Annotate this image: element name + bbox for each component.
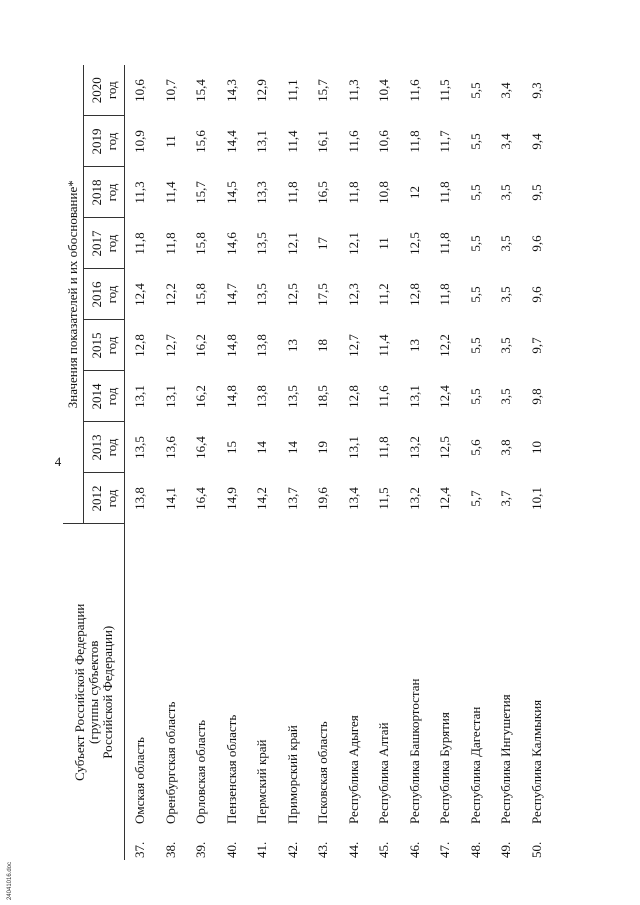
value-cell-2020: 5,5 (467, 82, 483, 99)
value-cell-2012: 13,8 (132, 487, 148, 510)
value-cell-2019: 11,8 (406, 130, 422, 153)
value-cell-2015: 16,2 (193, 334, 209, 357)
value-cell-2020: 12,9 (254, 79, 270, 102)
value-cell-2020: 10,6 (132, 79, 148, 102)
value-cell-2012: 19,6 (315, 487, 331, 510)
year-suffix: год (104, 81, 119, 100)
table-body (125, 65, 553, 860)
year-suffix: год (104, 489, 119, 508)
subject-name: Приморский край (284, 725, 300, 824)
value-cell-2015: 5,5 (467, 337, 483, 354)
value-cell-2014: 12,8 (345, 385, 361, 408)
row-number: 50. (528, 841, 544, 858)
value-cell-2016: 12,8 (406, 283, 422, 306)
subject-header-line-1: Субъект Российской Федерации (71, 603, 87, 781)
year-label: 2014 (89, 383, 104, 410)
value-cell-2012: 14,1 (162, 487, 178, 510)
year-header-2020 (84, 65, 125, 116)
subject-name: Республика Алтай (376, 722, 392, 824)
value-cell-2017: 12,5 (406, 232, 422, 255)
row-number: 37. (132, 841, 148, 858)
value-cell-2013: 11,8 (376, 436, 392, 459)
row-number: 39. (193, 841, 209, 858)
value-cell-2012: 12,4 (437, 487, 453, 510)
value-cell-2019: 10,9 (132, 130, 148, 153)
value-cell-2014: 9,8 (528, 388, 544, 405)
row-number: 41. (254, 841, 270, 858)
year-label: 2015 (89, 332, 104, 359)
table-row (247, 65, 278, 860)
value-cell-2015: 12,7 (162, 334, 178, 357)
year-label: 2012 (89, 485, 104, 512)
value-cell-2015: 12,8 (132, 334, 148, 357)
value-cell-2014: 16,2 (193, 385, 209, 408)
subject-name: Республика Адыгея (345, 715, 361, 824)
value-cell-2020: 15,7 (315, 79, 331, 102)
value-cell-2013: 13,1 (345, 436, 361, 459)
table-row (125, 65, 156, 860)
row-number: 46. (406, 841, 422, 858)
year-header-2013 (84, 422, 125, 473)
value-cell-2020: 10,4 (376, 79, 392, 102)
value-cell-2012: 14,2 (254, 487, 270, 510)
value-cell-2016: 17,5 (315, 283, 331, 306)
year-header-2018 (84, 167, 125, 218)
row-number: 45. (376, 841, 392, 858)
year-header-2014 (84, 371, 125, 422)
value-cell-2017: 5,5 (467, 235, 483, 252)
value-cell-2013: 5,6 (467, 439, 483, 456)
table-row (522, 65, 553, 860)
value-cell-2016: 11,2 (376, 283, 392, 306)
value-cell-2018: 9,5 (528, 184, 544, 201)
value-cell-2013: 16,4 (193, 436, 209, 459)
value-cell-2015: 9,7 (528, 337, 544, 354)
value-cell-2015: 13 (406, 339, 422, 352)
value-cell-2020: 11,5 (437, 79, 453, 102)
value-cell-2012: 3,7 (498, 490, 514, 507)
value-cell-2018: 11,8 (284, 181, 300, 204)
value-cell-2018: 3,5 (498, 184, 514, 201)
value-cell-2016: 14,7 (223, 283, 239, 306)
value-cell-2017: 14,6 (223, 232, 239, 255)
value-cell-2020: 11,1 (284, 79, 300, 102)
value-cell-2019: 11 (162, 135, 178, 148)
value-cell-2016: 5,5 (467, 286, 483, 303)
value-cell-2017: 12,1 (345, 232, 361, 255)
value-cell-2013: 13,5 (132, 436, 148, 459)
year-suffix: год (104, 285, 119, 304)
value-cell-2016: 13,5 (254, 283, 270, 306)
value-cell-2013: 15 (223, 441, 239, 454)
value-cell-2016: 12,3 (345, 283, 361, 306)
value-cell-2019: 3,4 (498, 133, 514, 150)
document-footer (2, 861, 18, 901)
value-cell-2014: 13,1 (132, 385, 148, 408)
value-cell-2019: 13,1 (254, 130, 270, 153)
row-number: 38. (162, 841, 178, 858)
subject-column-header (63, 524, 125, 860)
value-cell-2014: 13,8 (254, 385, 270, 408)
value-cell-2018: 13,3 (254, 181, 270, 204)
value-cell-2019: 14,4 (223, 130, 239, 153)
value-cell-2013: 14 (254, 441, 270, 454)
value-cell-2013: 3,8 (498, 439, 514, 456)
value-cell-2018: 15,7 (193, 181, 209, 204)
value-cell-2017: 17 (315, 237, 331, 250)
value-cell-2014: 5,5 (467, 388, 483, 405)
value-cell-2015: 11,4 (376, 334, 392, 357)
row-number: 48. (467, 841, 483, 858)
year-suffix: год (104, 387, 119, 406)
value-cell-2017: 12,1 (284, 232, 300, 255)
value-cell-2018: 16,5 (315, 181, 331, 204)
page-number: 4 (54, 454, 62, 469)
year-header-2016 (84, 269, 125, 320)
value-cell-2012: 13,4 (345, 487, 361, 510)
value-cell-2016: 9,6 (528, 286, 544, 303)
table-row (278, 65, 309, 860)
value-cell-2013: 10 (528, 441, 544, 454)
year-header-2019 (84, 116, 125, 167)
value-cell-2019: 9,4 (528, 133, 544, 150)
value-cell-2017: 13,5 (254, 232, 270, 255)
value-cell-2014: 13,1 (162, 385, 178, 408)
table-row (217, 65, 248, 860)
value-cell-2012: 14,9 (223, 487, 239, 510)
value-cell-2016: 3,5 (498, 286, 514, 303)
year-suffix: год (104, 183, 119, 202)
year-suffix: год (104, 132, 119, 151)
value-cell-2017: 11,8 (437, 232, 453, 255)
value-cell-2015: 14,8 (223, 334, 239, 357)
year-label: 2018 (89, 179, 104, 206)
value-cell-2015: 12,7 (345, 334, 361, 357)
indicator-table (63, 65, 552, 860)
value-cell-2020: 3,4 (498, 82, 514, 99)
value-cell-2016: 12,2 (162, 283, 178, 306)
value-cell-2020: 14,3 (223, 79, 239, 102)
value-cell-2012: 13,7 (284, 487, 300, 510)
year-header-2012 (84, 473, 125, 524)
rotated-table-area (63, 65, 603, 860)
subject-name: Оренбургская область (162, 701, 178, 824)
subject-header-line-3: Российской Федерации) (99, 625, 115, 759)
value-cell-2019: 15,6 (193, 130, 209, 153)
value-cell-2018: 11,4 (162, 181, 178, 204)
value-cell-2014: 13,5 (284, 385, 300, 408)
value-cell-2018: 12 (406, 186, 422, 199)
value-cell-2017: 11,8 (162, 232, 178, 255)
value-cell-2015: 3,5 (498, 337, 514, 354)
value-cell-2019: 16,1 (315, 130, 331, 153)
value-cell-2019: 11,7 (437, 130, 453, 153)
table-row (186, 65, 217, 860)
value-cell-2017: 9,6 (528, 235, 544, 252)
value-cell-2013: 12,5 (437, 436, 453, 459)
value-cell-2012: 5,7 (467, 490, 483, 507)
year-label: 2013 (89, 434, 104, 461)
value-cell-2020: 9,3 (528, 82, 544, 99)
value-cell-2018: 11,8 (437, 181, 453, 204)
indicator-group-header: Значения показателей и их обоснование* (63, 65, 84, 524)
value-cell-2014: 13,1 (406, 385, 422, 408)
value-cell-2015: 13 (284, 339, 300, 352)
subject-name: Республика Бурятия (437, 712, 453, 824)
value-cell-2012: 16,4 (193, 487, 209, 510)
table-header (63, 65, 125, 860)
year-label: 2020 (89, 77, 104, 104)
value-cell-2015: 13,8 (254, 334, 270, 357)
value-cell-2016: 11,8 (437, 283, 453, 306)
value-cell-2013: 19 (315, 441, 331, 454)
value-cell-2016: 15,8 (193, 283, 209, 306)
value-cell-2018: 5,5 (467, 184, 483, 201)
value-cell-2016: 12,5 (284, 283, 300, 306)
value-cell-2019: 11,4 (284, 130, 300, 153)
table-row (339, 65, 370, 860)
subject-name: Пензенская область (223, 714, 239, 824)
value-cell-2018: 10,8 (376, 181, 392, 204)
row-number: 43. (315, 841, 331, 858)
year-label: 2017 (89, 230, 104, 257)
year-label: 2016 (89, 281, 104, 308)
table-row (308, 65, 339, 860)
subject-name: Пермский край (254, 739, 270, 824)
value-cell-2020: 11,6 (406, 79, 422, 102)
value-cell-2012: 10,1 (528, 487, 544, 510)
value-cell-2014: 11,6 (376, 385, 392, 408)
subject-name: Псковская область (315, 721, 331, 824)
year-suffix: год (104, 234, 119, 253)
table-row (369, 65, 400, 860)
row-number: 49. (498, 841, 514, 858)
row-number: 40. (223, 841, 239, 858)
value-cell-2016: 12,4 (132, 283, 148, 306)
value-cell-2012: 13,2 (406, 487, 422, 510)
row-number: 42. (284, 841, 300, 858)
subject-name: Республика Ингушетия (498, 694, 514, 824)
table-row (400, 65, 431, 860)
value-cell-2014: 3,5 (498, 388, 514, 405)
value-cell-2017: 11 (376, 237, 392, 250)
row-number: 44. (345, 841, 361, 858)
value-cell-2013: 13,2 (406, 436, 422, 459)
value-cell-2012: 11,5 (376, 487, 392, 510)
value-cell-2018: 11,8 (345, 181, 361, 204)
value-cell-2017: 3,5 (498, 235, 514, 252)
row-number: 47. (437, 841, 453, 858)
subject-name: Республика Дагестан (467, 706, 483, 824)
subject-name: Омская область (132, 737, 148, 824)
table-row (491, 65, 522, 860)
value-cell-2013: 13,6 (162, 436, 178, 459)
value-cell-2018: 11,3 (132, 181, 148, 204)
table-row (461, 65, 492, 860)
value-cell-2015: 12,2 (437, 334, 453, 357)
value-cell-2020: 11,3 (345, 79, 361, 102)
year-suffix: год (104, 438, 119, 457)
value-cell-2019: 5,5 (467, 133, 483, 150)
value-cell-2017: 11,8 (132, 232, 148, 255)
value-cell-2013: 14 (284, 441, 300, 454)
year-header-2015 (84, 320, 125, 371)
value-cell-2020: 10,7 (162, 79, 178, 102)
footer-filename: 24041016.doc (7, 861, 13, 901)
value-cell-2017: 15,8 (193, 232, 209, 255)
year-header-2017 (84, 218, 125, 269)
year-label: 2019 (89, 128, 104, 155)
value-cell-2019: 10,6 (376, 130, 392, 153)
year-suffix: год (104, 336, 119, 355)
value-cell-2014: 18,5 (315, 385, 331, 408)
subject-name: Орловская область (193, 719, 209, 824)
value-cell-2019: 11,6 (345, 130, 361, 153)
value-cell-2014: 14,8 (223, 385, 239, 408)
value-cell-2020: 15,4 (193, 79, 209, 102)
value-cell-2018: 14,5 (223, 181, 239, 204)
subject-name: Республика Калмыкия (528, 699, 544, 824)
subject-header-line-2: (группы субъектов (85, 640, 101, 744)
subject-name: Республика Башкортостан (406, 678, 422, 824)
value-cell-2014: 12,4 (437, 385, 453, 408)
value-cell-2015: 18 (315, 339, 331, 352)
table-row (156, 65, 187, 860)
table-row (430, 65, 461, 860)
